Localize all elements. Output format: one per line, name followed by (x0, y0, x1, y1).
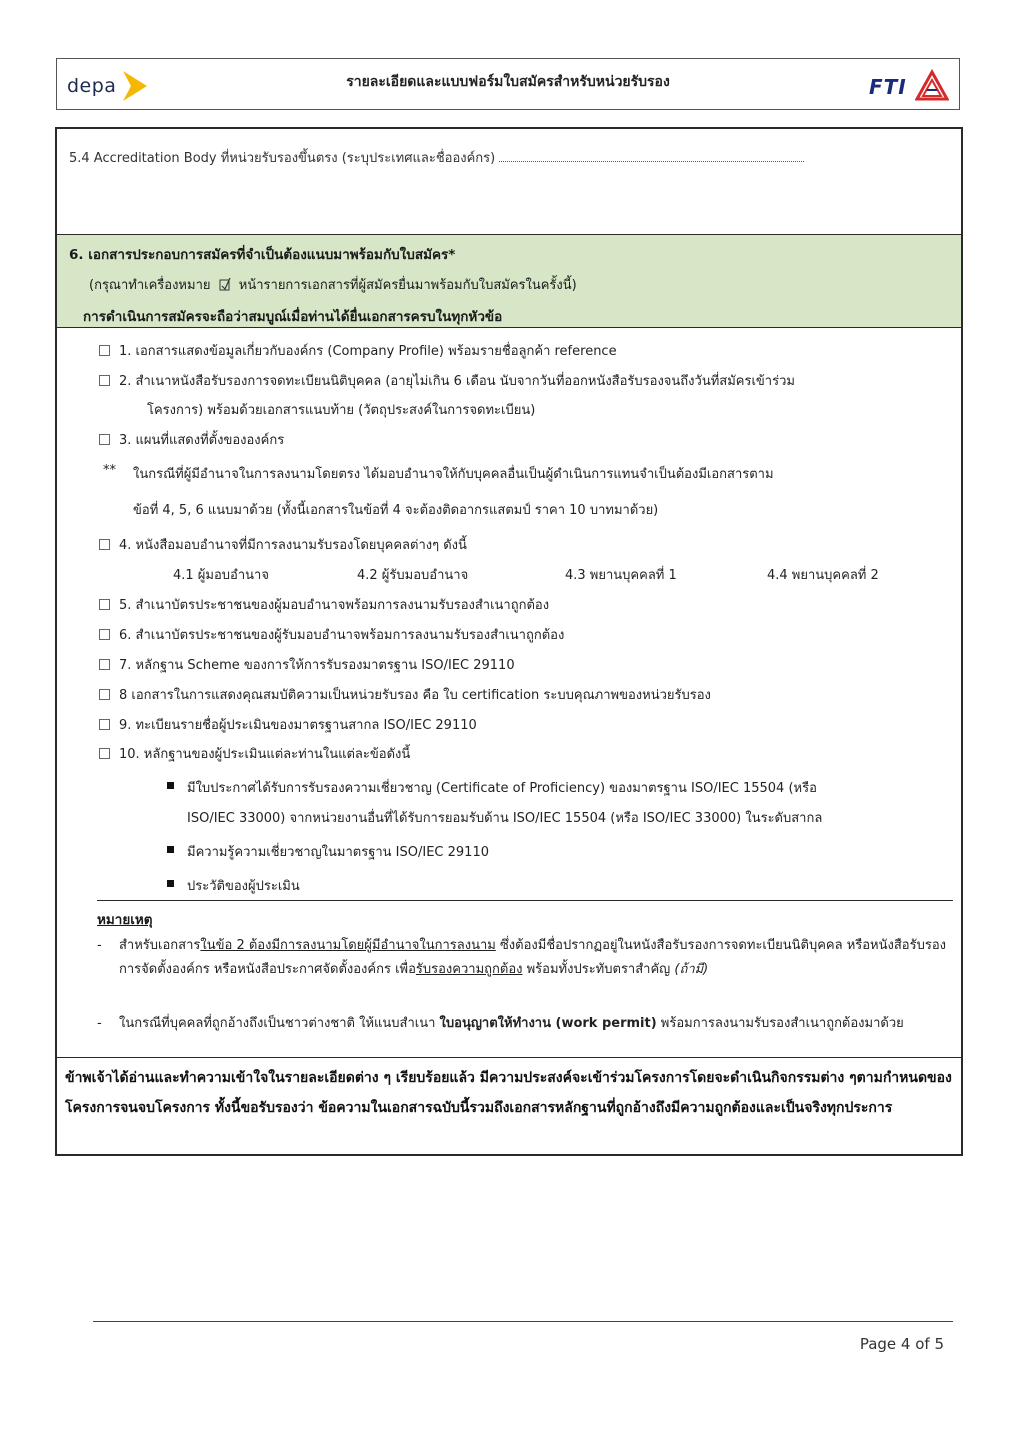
bullet-icon (167, 880, 174, 887)
checkbox-3[interactable] (99, 434, 110, 445)
checkbox-1[interactable] (99, 345, 110, 356)
item-4-4: 4.4 พยานบุคคลที่ 2 (767, 568, 879, 583)
section-6-header (57, 235, 961, 327)
item-4-1: 4.1 ผู้มอบอำนาจ (173, 568, 269, 583)
checklist-item-8: 8 เอกสารในการแสดงคุณสมบัติความเป็นหน่วยรับรอง คือ ใบ certification ระบบคุณภาพของหน่วยรับรอง (99, 684, 711, 705)
page-header (56, 58, 960, 110)
checklist-item-6: 6. สำเนาบัตรประชาชนของผู้รับมอบอำนาจพร้อมการลงนามรับรองสำเนาถูกต้อง (99, 624, 564, 645)
checklist-item-10: 10. หลักฐานของผู้ประเมินแต่ละท่านในแต่ละข้อดังนี้ (99, 743, 410, 764)
accreditation-body-field[interactable] (499, 149, 804, 162)
checklist-item-7: 7. หลักฐาน Scheme ของการให้การรับรองมาตรฐาน ISO/IEC 29110 (99, 654, 515, 675)
page-number: Page 4 of 5 (859, 1335, 944, 1353)
fti-logo: FTI (869, 67, 949, 103)
checkbox-2[interactable] (99, 375, 110, 386)
note-2: - ในกรณีที่บุคคลที่ถูกอ้างถึงเป็นชาวต่างชาติ ให้แนบสำเนา ใบอนุญาตให้ทำงาน (work permit) พร้อมการลงนามรับรองสำเนาถูกต้องมาด้วย (97, 1016, 904, 1031)
checkbox-6[interactable] (99, 629, 110, 640)
notes-heading: หมายเหตุ (97, 912, 153, 928)
checkbox-5[interactable] (99, 599, 110, 610)
checkmark-icon (219, 277, 231, 291)
star-note-mark: ** (103, 463, 116, 478)
bullet-item-1-cont: ISO/IEC 33000) จากหน่วยงานอื่นที่ได้รับการยอมรับด้าน ISO/IEC 15504 (หรือ ISO/IEC 33000) ในระดับสากล (187, 811, 823, 826)
checkbox-4[interactable] (99, 539, 110, 550)
checklist-item-1: 1. เอกสารแสดงข้อมูลเกี่ยวกับองค์กร (Company Profile) พร้อมรายชื่อลูกค้า reference (99, 340, 617, 361)
accreditation-body-row: 5.4 Accreditation Body ที่หน่วยรับรองขึ้นตรง (ระบุประเทศและชื่อองค์กร) (69, 147, 804, 168)
checklist-item-2-cont: โครงการ) พร้อมด้วยเอกสารแนบท้าย (วัตถุประสงค์ในการจดทะเบียน) (147, 403, 536, 418)
bullet-item-1: มีใบประกาศได้รับการรับรองความเชี่ยวชาญ (Certificate of Proficiency) ของมาตรฐาน ISO/IEC 15504 (หรือ (167, 777, 817, 798)
star-note-line-2: ข้อที่ 4, 5, 6 แนบมาด้วย (ทั้งนี้เอกสารในข้อที่ 4 จะต้องติดอากรแสตมป์ ราคา 10 บาทมาด้วย) (133, 503, 659, 518)
checkbox-9[interactable] (99, 719, 110, 730)
checklist-item-5: 5. สำเนาบัตรประชาชนของผู้มอบอำนาจพร้อมการลงนามรับรองสำเนาถูกต้อง (99, 594, 549, 615)
checklist-item-9: 9. ทะเบียนรายชื่อผู้ประเมินของมาตรฐานสากล ISO/IEC 29110 (99, 714, 477, 735)
fti-triangle-icon (915, 69, 949, 103)
checkbox-8[interactable] (99, 689, 110, 700)
checklist-item-2: 2. สำเนาหนังสือรับรองการจดทะเบียนนิติบุคคล (อายุไม่เกิน 6 เดือน นับจากวันที่ออกหนังสือรับรองจนถึงวันที่สมัครเข้าร่วม (99, 370, 795, 391)
item-4-2: 4.2 ผู้รับมอบอำนาจ (357, 568, 469, 583)
bullet-item-2: มีความรู้ความเชี่ยวชาญในมาตรฐาน ISO/IEC 29110 (167, 841, 489, 862)
item-4-3: 4.3 พยานบุคคลที่ 1 (565, 568, 677, 583)
star-note-line-1: ในกรณีที่ผู้มีอำนาจในการลงนามโดยตรง ได้มอบอำนาจให้กับบุคคลอื่นเป็นผู้ดำเนินการแทนจำเป็นต้องมีเอกสารตาม (133, 467, 774, 482)
bullet-icon (167, 782, 174, 789)
bullet-icon (167, 846, 174, 853)
divider (57, 327, 961, 328)
checkbox-10[interactable] (99, 748, 110, 759)
declaration-text: ข้าพเจ้าได้อ่านและทำความเข้าใจในรายละเอียดต่าง ๆ เรียบร้อยแล้ว มีความประสงค์จะเข้าร่วมโครงการโดยจะดำเนินกิจกรรมต่าง ๆตามกำหนดของโครงการจนจบโครงการ ทั้งนี้ขอรับรองว่า ข้อความในเอกสารฉบับนี้รวมถึงเอกสารหลักฐานที่ถูกอ้างถึงมีความถูกต้องและเป็นจริงทุกประการ (65, 1070, 952, 1116)
page-title: รายละเอียดและแบบฟอร์มใบสมัครสำหรับหน่วยรับรอง (346, 74, 670, 90)
bullet-item-3: ประวัติของผู้ประเมิน (167, 875, 300, 896)
note-1: - สำหรับเอกสารในข้อ 2 ต้องมีการลงนามโดยผู้มีอำนาจในการลงนาม ซึ่งต้องมีชื่อปรากฏอยู่ในหนังสือรับรองการจดทะเบียนนิติบุคคล หรือหนังสือรับรองการจัดตั้งองค์กร หรือหนังสือประกาศจัดตั้งองค์กร เพื่อรับรองความถูกต้อง พร้อมทั้งประทับตราสำคัญ (ถ้ามี) (97, 938, 946, 977)
section-6-completeness: การดำเนินการสมัครจะถือว่าสมบูณ์เมื่อท่านได้ยื่นเอกสารครบในทุกหัวข้อ (83, 309, 503, 325)
checkbox-7[interactable] (99, 659, 110, 670)
section-6-title: 6. เอกสารประกอบการสมัครที่จำเป็นต้องแนบมาพร้อมกับใบสมัคร* (69, 247, 456, 263)
checklist-item-3: 3. แผนที่แสดงที่ตั้งขององค์กร (99, 429, 284, 450)
section-6-instruction: (กรุณาทำเครื่องหมาย หน้ารายการเอกสารที่ผู้สมัครยื่นมาพร้อมกับใบสมัครในครั้งนี้) (89, 278, 577, 293)
footer-rule (93, 1321, 953, 1322)
divider (57, 1057, 961, 1058)
divider (97, 900, 953, 901)
checklist-item-4: 4. หนังสือมอบอำนาจที่มีการลงนามรับรองโดยบุคคลต่างๆ ดังนี้ (99, 534, 467, 555)
form-frame (55, 127, 963, 1156)
depa-logo: depa (67, 69, 157, 103)
